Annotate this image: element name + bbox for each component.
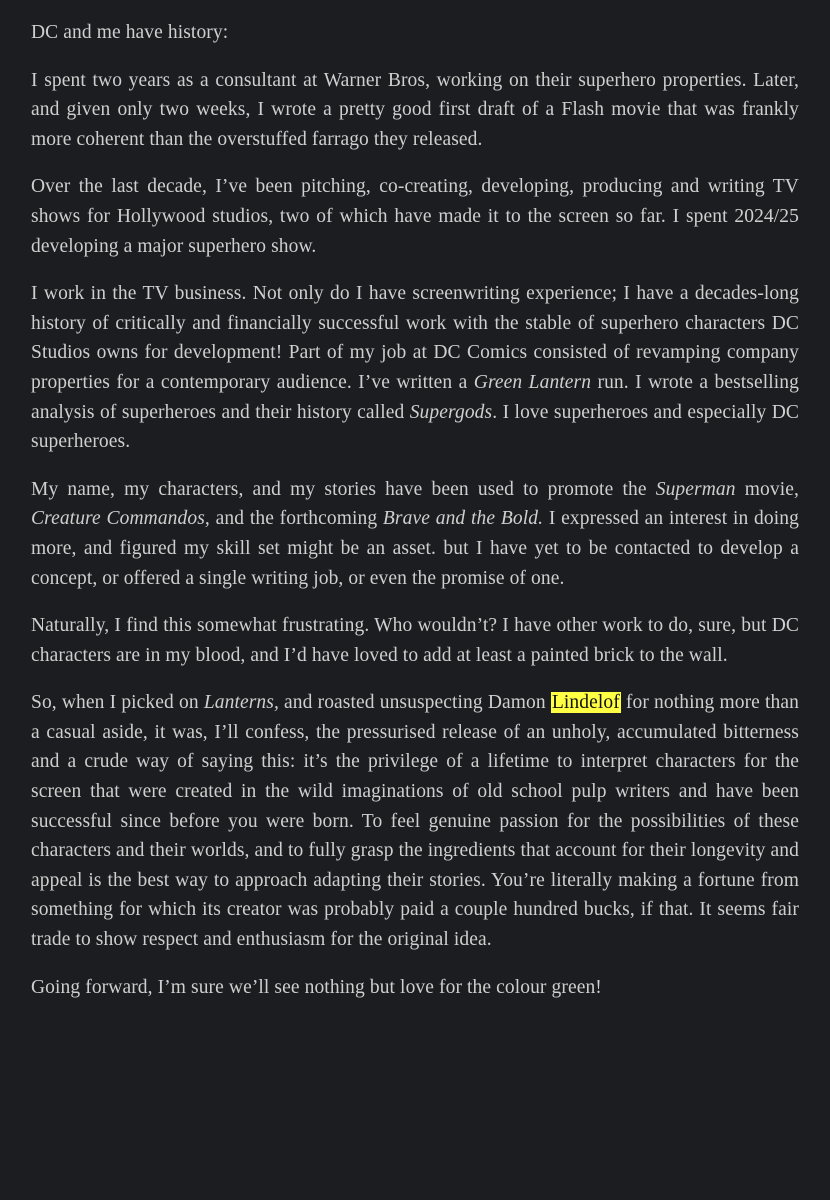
title-supergods: Supergods (409, 401, 493, 423)
paragraph-closing: Going forward, I’m sure we’ll see nothing but love for the colour green! (31, 976, 602, 998)
text-segment: . I love superheroes and especially DC superheroes. (31, 401, 800, 453)
text-segment: run. I wrote a bestselling analysis of superheroes and their history called (31, 371, 799, 423)
paragraph-frustration: Naturally, I find this somewhat frustrating. Who wouldn’t? I have other work to do, sure, but DC characters are in my blood, and I’d have loved to add at least a painted brick to the wall. (31, 615, 799, 666)
text-segment: movie, (735, 478, 799, 500)
paragraph-warner-bros: I spent two years as a consultant at Warner Bros, working on their superhero properties. Later, and given only two weeks, I wrote a pretty good first draft of a Flash movie that was frankly more coherent than the overstuffed farrago they released. (31, 69, 799, 150)
text-segment: I work in the TV business. Not only do I have screenwriting experience; I have a decades-long history of critically and financially successful work with the stable of superhero characters DC Studios owns for development! Part of my job at DC Comics consisted of revamping company properties for a contemporary audience. I’ve written a (31, 283, 799, 393)
highlighted-name: Lindelof (551, 692, 620, 714)
paragraph-dc-experience (31, 279, 799, 457)
title-brave-and-the-bold: Brave and the Bold. (382, 508, 544, 530)
title-superman: Superman (655, 478, 736, 500)
paragraph-promotion (31, 475, 799, 593)
title-green-lantern: Green Lantern (473, 371, 592, 393)
title-lanterns: Lanterns, (203, 692, 279, 714)
text-segment: for nothing more than a casual aside, it was, I’ll confess, the pressurised release of an unholy, accumulated bitterness and a crude way of saying this: it’s the privilege of a lifetime to interpret characters for the screen that were created in the wild imaginations of old school pulp writers and have been successful since before you were born. To feel genuine passion for the possibilities of these characters and their worlds, and to fully grasp the ingredients that account for their longevity and appeal is the best way to approach adapting their stories. You’re literally making a fortune from something for which its creator was probably paid a couple hundred bucks, if that. It seems fair trade to show respect and enthusiasm for the original idea. (31, 692, 799, 951)
paragraph-tv-career: Over the last decade, I’ve been pitching, co-creating, developing, producing and writing TV shows for Hollywood studios, two of which have made it to the screen so far. I spent 2024/25 developing a major superhero show. (31, 176, 799, 257)
paragraph-lanterns (31, 688, 799, 954)
text-segment: I expressed an interest in doing more, and figured my skill set might be an asset. but I have yet to be contacted to develop a concept, or offered a single writing job, or even the promise of one. (31, 508, 799, 589)
title-creature-commandos: Creature Commandos, (31, 508, 210, 530)
text-segment: and roasted unsuspecting Damon (278, 692, 551, 714)
intro-paragraph: DC and me have history: (31, 22, 229, 43)
article-body (31, 18, 799, 1020)
text-segment: So, when I picked on (31, 692, 204, 714)
text-segment: and the forthcoming (209, 508, 383, 530)
text-segment: My name, my characters, and my stories have been used to promote the (31, 478, 656, 500)
